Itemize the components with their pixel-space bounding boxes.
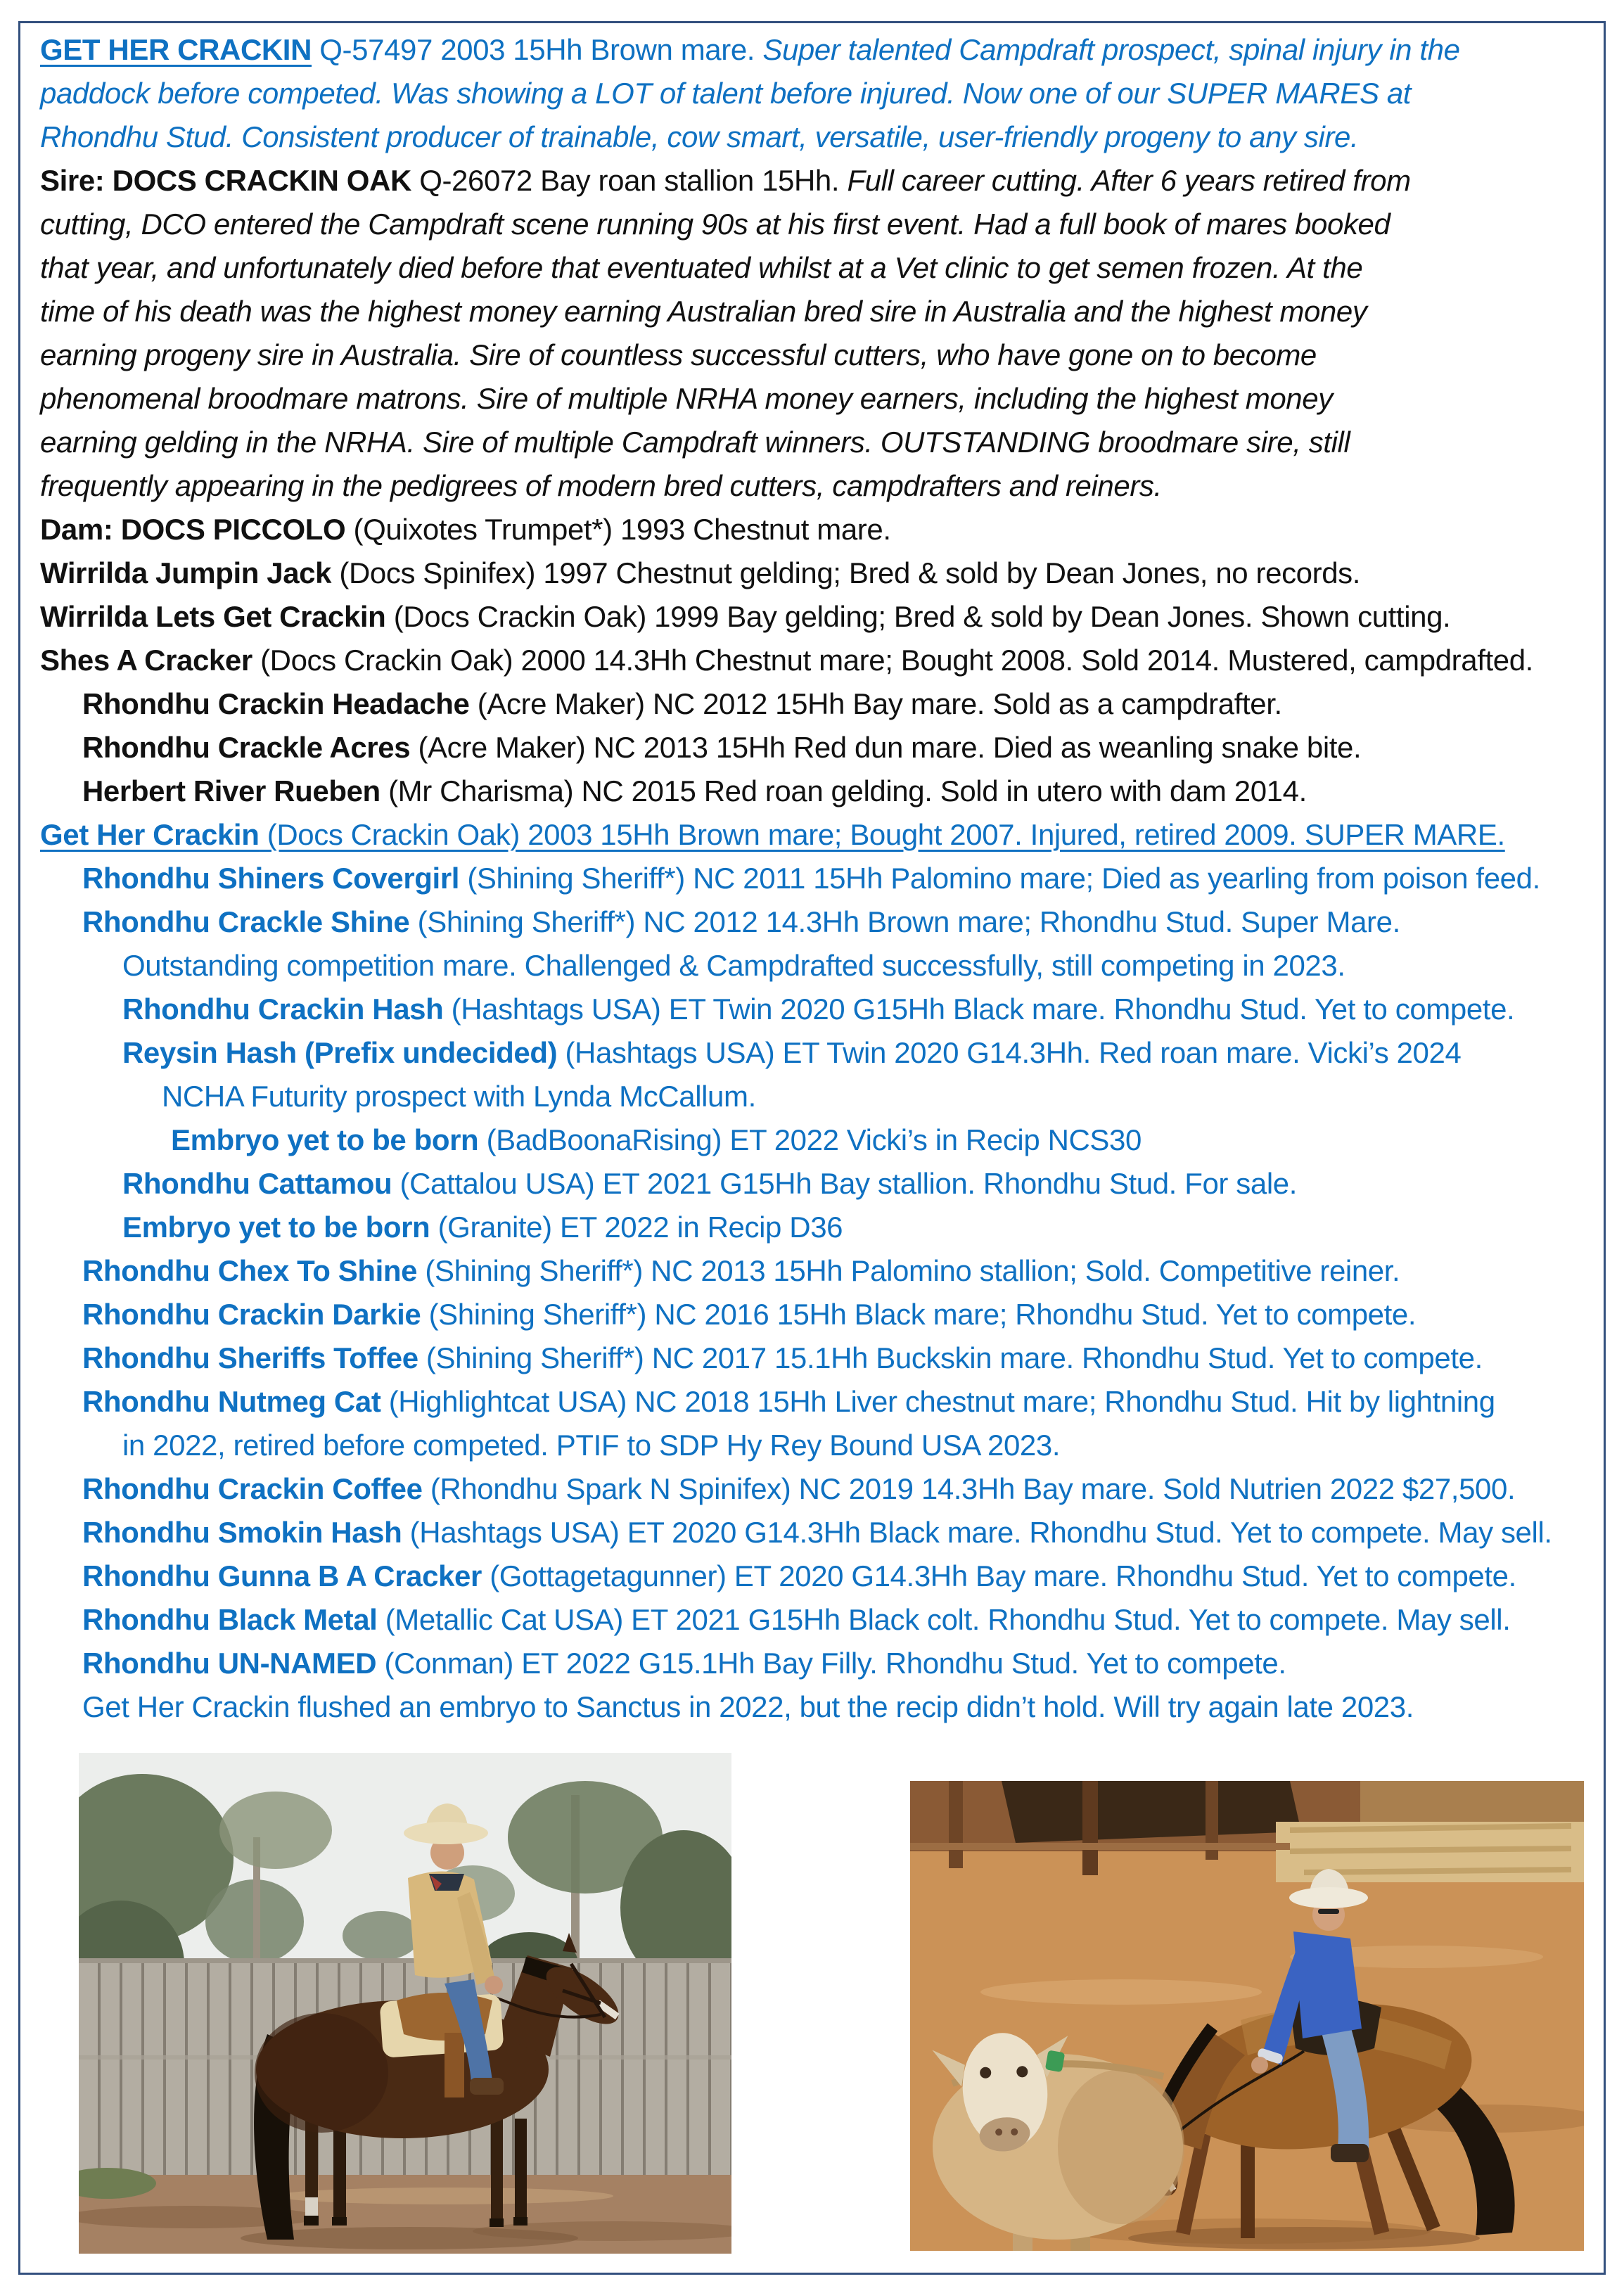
- boot: [470, 2078, 504, 2095]
- fence-rail: [910, 1843, 1290, 1850]
- horse-name-run: Dam: DOCS PICCOLO: [40, 513, 346, 546]
- text-run: earning gelding in the NRHA. Sire of multiple Campdraft winners. OUTSTANDING broodmare sire, still: [40, 426, 1350, 459]
- cowboy-hat-brim: [1289, 1887, 1368, 1908]
- text-run: Full career cutting. After 6 years retired from: [847, 164, 1411, 197]
- text-run: (Hashtags USA) ET Twin 2020 G15Hh Black mare. Rhondhu Stud. Yet to compete.: [443, 992, 1515, 1026]
- text-run: in 2022, retired before competed. PTIF to SDP Hy Rey Bound USA 2023.: [122, 1429, 1061, 1462]
- horse-name-run: Herbert River Rueben: [82, 774, 381, 807]
- doc-line: [40, 115, 1603, 159]
- text-run: (Metallic Cat USA) ET 2021 G15Hh Black colt. Rhondhu Stud. Yet to compete. May sell.: [377, 1603, 1511, 1636]
- doc-line: [40, 551, 1603, 595]
- doc-line: [40, 682, 1603, 726]
- doc-line: [40, 1118, 1603, 1162]
- green-ear-tag: [1045, 2050, 1065, 2072]
- text-run: (Shining Sheriff*) NC 2013 15Hh Palomino stallion; Sold. Competitive reiner.: [417, 1254, 1400, 1287]
- doc-line: [40, 944, 1603, 988]
- doc-line: [40, 1380, 1603, 1424]
- fence-post: [949, 1781, 963, 1868]
- hand: [1251, 2057, 1268, 2074]
- text-run: (Mr Charisma) NC 2015 Red roan gelding. Sold in utero with dam 2014.: [380, 774, 1307, 807]
- text-run: paddock before competed. Was showing a LOT of talent before injured. Now one of our SUPER MARES at: [40, 77, 1412, 110]
- doc-line: [40, 246, 1603, 290]
- horse-name-run: Rhondhu Crackin Headache: [82, 687, 470, 720]
- hyperlink-line[interactable]: [40, 813, 1603, 857]
- text-run: frequently appearing in the pedigrees of modern bred cutters, campdrafters and reiners.: [40, 469, 1162, 502]
- horse-name-run: Rhondhu Crackle Acres: [82, 731, 411, 764]
- text-run: NCHA Futurity prospect with Lynda McCallum.: [162, 1080, 756, 1113]
- text-run: Outstanding competition mare. Challenged & Campdrafted successfully, still competing in 2023.: [122, 949, 1345, 982]
- text-run: phenomenal broodmare matrons. Sire of multiple NRHA money earners, including the highest money: [40, 382, 1333, 415]
- text-run: (Quixotes Trumpet*) 1993 Chestnut mare.: [345, 513, 891, 546]
- doc-line: [40, 464, 1603, 508]
- horse-name-run: Rhondhu Crackin Darkie: [82, 1298, 421, 1331]
- doc-line: [40, 421, 1603, 464]
- doc-line: [40, 333, 1603, 377]
- standing-horse-scene: [79, 1753, 731, 2254]
- doc-line: [40, 1336, 1603, 1380]
- doc-line: [40, 900, 1603, 944]
- text-run: (Acre Maker) NC 2013 15Hh Red dun mare. Died as weanling snake bite.: [410, 731, 1362, 764]
- cowboy-hat-brim: [404, 1822, 488, 1844]
- horse-name-run: Rhondhu Cattamou: [122, 1167, 392, 1200]
- horse-name-run: GET HER CRACKIN: [40, 33, 312, 66]
- doc-line: [40, 1511, 1603, 1554]
- text-run: (Conman) ET 2022 G15.1Hh Bay Filly. Rhondhu Stud. Yet to compete.: [376, 1647, 1286, 1680]
- text-run: (Acre Maker) NC 2012 15Hh Bay mare. Sold as a campdrafter.: [469, 687, 1282, 720]
- text-run: (Highlightcat USA) NC 2018 15Hh Liver chestnut mare; Rhondhu Stud. Hit by lightning: [381, 1385, 1495, 1418]
- text-run: Q-26072 Bay roan stallion 15Hh.: [411, 164, 848, 197]
- text-run: (Shining Sheriff*) NC 2012 14.3Hh Brown mare; Rhondhu Stud. Super Mare.: [409, 905, 1400, 938]
- text-run: (Cattalou USA) ET 2021 G15Hh Bay stallion. Rhondhu Stud. For sale.: [392, 1167, 1298, 1200]
- photo-cutting-horse: [910, 1781, 1584, 2251]
- text-run: (Docs Crackin Oak) 1999 Bay gelding; Bred & sold by Dean Jones. Shown cutting.: [385, 600, 1451, 633]
- hyperlink-line[interactable]: [40, 28, 1603, 72]
- boot: [1331, 2144, 1369, 2162]
- doc-line: [40, 1162, 1603, 1206]
- text-run: (Shining Sheriff*) NC 2017 15.1Hh Buckskin mare. Rhondhu Stud. Yet to compete.: [418, 1341, 1483, 1374]
- doc-line: [40, 72, 1603, 115]
- text-run: (Shining Sheriff*) NC 2016 15Hh Black mare; Rhondhu Stud. Yet to compete.: [421, 1298, 1417, 1331]
- horse-name-run: Rhondhu Crackle Shine: [82, 905, 410, 938]
- horse-name-run: Rhondhu Sheriffs Toffee: [82, 1341, 418, 1374]
- text-run: (BadBoonaRising) ET 2022 Vicki’s in Recip NCS30: [478, 1123, 1142, 1156]
- horse-name-run: Rhondhu Shiners Covergirl: [82, 862, 460, 895]
- horse-name-run: Shes A Cracker: [40, 644, 252, 677]
- doc-line: [40, 1075, 1603, 1118]
- horse-name-run: Embryo yet to be born: [122, 1211, 430, 1244]
- white-sock: [305, 2197, 318, 2217]
- doc-line: [40, 203, 1603, 246]
- horse-name-run: Wirrilda Jumpin Jack: [40, 556, 332, 589]
- doc-line: [40, 857, 1603, 900]
- horse-name-run: Rhondhu UN-NAMED: [82, 1647, 377, 1680]
- text-run: (Docs Crackin Oak) 2000 14.3Hh Chestnut mare; Bought 2008. Sold 2014. Mustered, campdrafted.: [252, 644, 1533, 677]
- text-run: (Rhondhu Spark N Spinifex) NC 2019 14.3Hh Bay mare. Sold Nutrien 2022 $27,500.: [422, 1472, 1516, 1505]
- horse-name-run: Rhondhu Black Metal: [82, 1603, 378, 1636]
- horse-name-run: Rhondhu Chex To Shine: [82, 1254, 418, 1287]
- blue-shirt: [1293, 1931, 1362, 2038]
- doc-line: [40, 1467, 1603, 1511]
- doc-line: [40, 1206, 1603, 1249]
- horse-name-run: Sire: DOCS CRACKIN OAK: [40, 164, 411, 197]
- horse-name-run: Get Her Crackin: [40, 818, 260, 851]
- doc-line: [40, 1642, 1603, 1685]
- horse-name-run: Rhondhu Smokin Hash: [82, 1516, 402, 1549]
- sandy-ground: [79, 2168, 731, 2254]
- sunglasses: [1318, 1909, 1339, 1914]
- doc-line: [40, 377, 1603, 421]
- text-run: cutting, DCO entered the Campdraft scene running 90s at his first event. Had a full book of mares booked: [40, 207, 1390, 241]
- doc-line: [40, 639, 1603, 682]
- horse-name-run: Rhondhu Gunna B A Cracker: [82, 1559, 482, 1592]
- doc-line: [40, 770, 1603, 813]
- doc-line: [40, 508, 1603, 551]
- doc-line: [40, 1031, 1603, 1075]
- text-run: (Hashtags USA) ET 2020 G14.3Hh Black mare. Rhondhu Stud. Yet to compete. May sell.: [402, 1516, 1552, 1549]
- document-body: [21, 28, 1603, 1729]
- text-run: Q-57497 2003 15Hh Brown mare.: [312, 33, 763, 66]
- doc-line: [40, 1598, 1603, 1642]
- horse-name-run: Embryo yet to be born: [171, 1123, 479, 1156]
- text-run: (Gottagetagunner) ET 2020 G14.3Hh Bay mare. Rhondhu Stud. Yet to compete.: [481, 1559, 1516, 1592]
- photo-standing-horse: [79, 1753, 731, 2254]
- doc-line: [40, 726, 1603, 770]
- text-run: that year, and unfortunately died before that eventuated whilst at a Vet clinic to get semen frozen. At the: [40, 251, 1363, 284]
- text-run: Get Her Crackin flushed an embryo to Sanctus in 2022, but the recip didn’t hold. Will try again late 2023.: [82, 1690, 1414, 1723]
- doc-line: [40, 988, 1603, 1031]
- doc-line: [40, 595, 1603, 639]
- doc-line: [40, 290, 1603, 333]
- horse-name-run: Rhondhu Crackin Coffee: [82, 1472, 423, 1505]
- text-run: time of his death was the highest money earning Australian bred sire in Australia and the highest money: [40, 295, 1367, 328]
- doc-line: [40, 1554, 1603, 1598]
- saddle-fender: [445, 2033, 464, 2097]
- doc-line: [40, 1424, 1603, 1467]
- text-run: Rhondhu Stud. Consistent producer of trainable, cow smart, versatile, user-friendly progeny to any sire.: [40, 120, 1359, 153]
- horse-name-run: Rhondhu Nutmeg Cat: [82, 1385, 381, 1418]
- text-run: earning progeny sire in Australia. Sire of countless successful cutters, who have gone on to become: [40, 338, 1317, 371]
- doc-line: [40, 1249, 1603, 1293]
- text-run: (Hashtags USA) ET Twin 2020 G14.3Hh. Red roan mare. Vicki’s 2024: [557, 1036, 1462, 1069]
- text-run: (Shining Sheriff*) NC 2011 15Hh Palomino mare; Died as yearling from poison feed.: [459, 862, 1540, 895]
- text-run: (Docs Crackin Oak) 2003 15Hh Brown mare; Bought 2007. Injured, retired 2009. SUPER MARE.: [259, 818, 1505, 851]
- fence-post: [1082, 1781, 1098, 1875]
- horse-name-run: Rhondhu Crackin Hash: [122, 992, 444, 1026]
- doc-line: [40, 1685, 1603, 1729]
- hand: [485, 1976, 503, 1994]
- horse-name-run: Wirrilda Lets Get Crackin: [40, 600, 386, 633]
- doc-line: [40, 1293, 1603, 1336]
- cutting-horse-scene: [910, 1781, 1584, 2251]
- text-run: Super talented Campdraft prospect, spinal injury in the: [762, 33, 1460, 66]
- text-run: (Granite) ET 2022 in Recip D36: [430, 1211, 843, 1244]
- text-run: (Docs Spinifex) 1997 Chestnut gelding; Bred & sold by Dean Jones, no records.: [331, 556, 1361, 589]
- doc-line: [40, 159, 1603, 203]
- horse-name-run: Reysin Hash (Prefix undecided): [122, 1036, 558, 1069]
